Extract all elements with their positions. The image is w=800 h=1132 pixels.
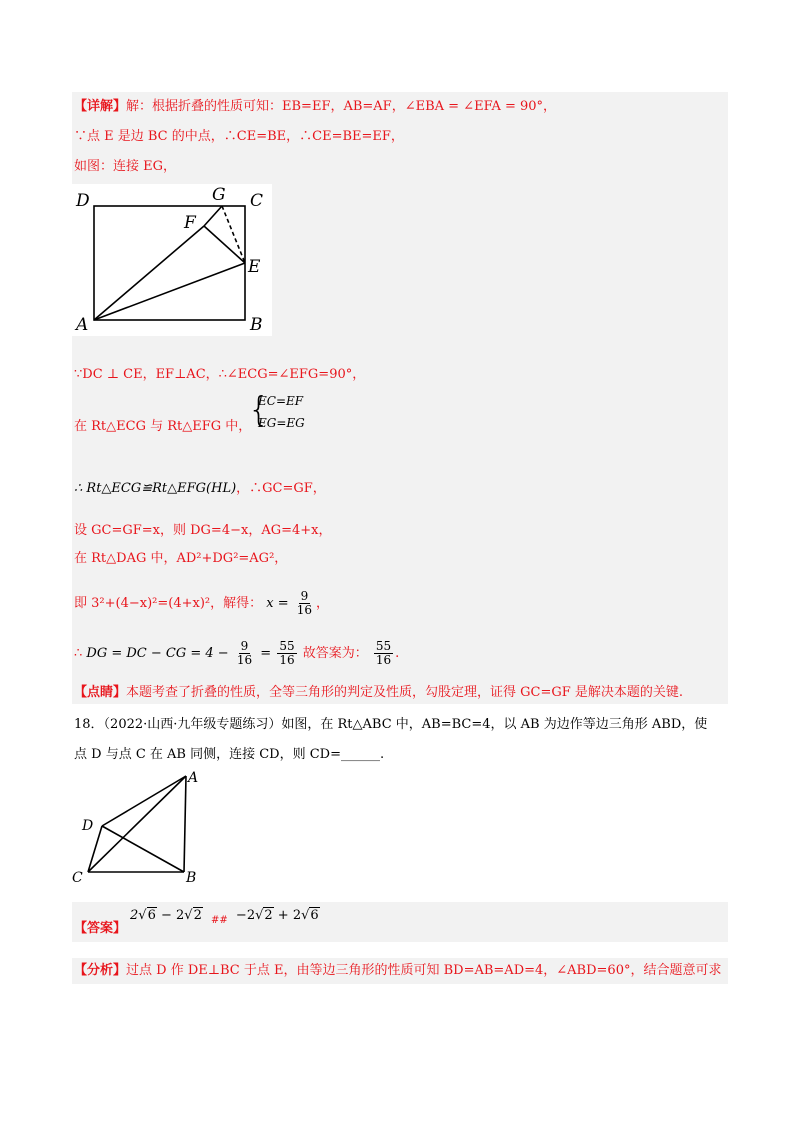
label-f: F xyxy=(184,213,196,233)
label-d2: D xyxy=(82,818,94,834)
figure-triangle-abd xyxy=(70,770,210,890)
line-ab xyxy=(184,776,186,872)
analysis-tag: 【分析】 xyxy=(74,963,127,978)
label-b: B xyxy=(250,315,263,335)
label-c2: C xyxy=(72,870,83,886)
label-g: G xyxy=(212,185,226,205)
detail-tag: 【详解】 xyxy=(74,99,127,114)
point-line: 【点睛】本题考查了折叠的性质，全等三角形的判定及性质，勾股定理，证得 GC=GF 是解决本题的关键. xyxy=(74,685,684,700)
fraction-9-16-b: $\frac{9}{16}$ xyxy=(236,639,253,667)
line-db xyxy=(102,826,184,872)
answer-line xyxy=(74,920,126,938)
system-row-2: EG=EG xyxy=(258,416,305,430)
answer-tag: 【答案】 xyxy=(74,921,127,936)
solution-line-5: 在 Rt△ECG 与 Rt△EFG 中， xyxy=(74,419,252,434)
solution-line-1: 【详解】解：根据折叠的性质可知：EB=EF，AB=AF，∠EBA = ∠EFA = 90°， xyxy=(74,99,557,114)
answer-expressions: 2√6 − 2√2 $_{\#\#}$ −2√2 + 2√6 xyxy=(130,908,319,926)
solution-line-8: 在 Rt△DAG 中，AD²+DG²=AG²， xyxy=(74,551,288,566)
label-e: E xyxy=(248,257,261,277)
answer-separator: ## xyxy=(211,915,228,926)
problem18-line-2: 点 D 与点 C 在 AB 同侧，连接 CD，则 CD=______. xyxy=(74,747,385,762)
label-a: A xyxy=(76,315,89,335)
label-d: D xyxy=(76,191,90,211)
label-a2: A xyxy=(188,770,199,786)
solution-line-10: ∴ DG = DC − CG = 4 − $\frac{9}{16}$ = $\frac{55}{16}$ 故答案为： $\frac{55}{16}$ . xyxy=(74,639,400,667)
system-row-1: EC=EF xyxy=(258,394,304,408)
fraction-9-16: $\frac{9}{16}$ xyxy=(296,589,313,617)
system-brace: { xyxy=(248,390,270,430)
label-b2: B xyxy=(186,870,197,886)
solution-line-3: 如图：连接 EG， xyxy=(74,159,177,174)
line-ac xyxy=(88,776,186,872)
solution-line-9: 即 3²+(4−x)²=(4+x)²，解得： x = $\frac{9}{16}$ ， xyxy=(74,589,330,617)
figure-rectangle-fold xyxy=(72,184,272,336)
fraction-55-16-b: $\frac{55}{16}$ xyxy=(375,639,392,667)
solution-line-6: ∴ Rt△ECG≌Rt△EFG(HL)，∴GC=GF， xyxy=(74,481,326,496)
analysis-line: 【分析】过点 D 作 DE⊥BC 于点 E，由等边三角形的性质可知 BD=AB=AD=4，∠ABD=60°，结合题意可求 xyxy=(74,963,722,978)
fraction-55-16: $\frac{55}{16}$ xyxy=(279,639,295,667)
point-tag: 【点睛】 xyxy=(74,685,127,700)
solution-line-7: 设 GC=GF=x，则 DG=4−x，AG=4+x， xyxy=(74,523,332,538)
solution-line-2: ∵点 E 是边 BC 的中点，∴CE=BE，∴CE=BE=EF， xyxy=(74,129,404,144)
solution-line-4: ∵DC ⊥ CE，EF⊥AC，∴∠ECG=∠EFG=90°， xyxy=(74,367,366,382)
line-ad xyxy=(102,776,186,826)
label-c: C xyxy=(250,191,264,211)
problem18-line-1: 18．（2022·山西·九年级专题练习）如图，在 Rt△ABC 中，AB=BC=4，以 AB 为边作等边三角形 ABD，使 xyxy=(74,717,708,732)
